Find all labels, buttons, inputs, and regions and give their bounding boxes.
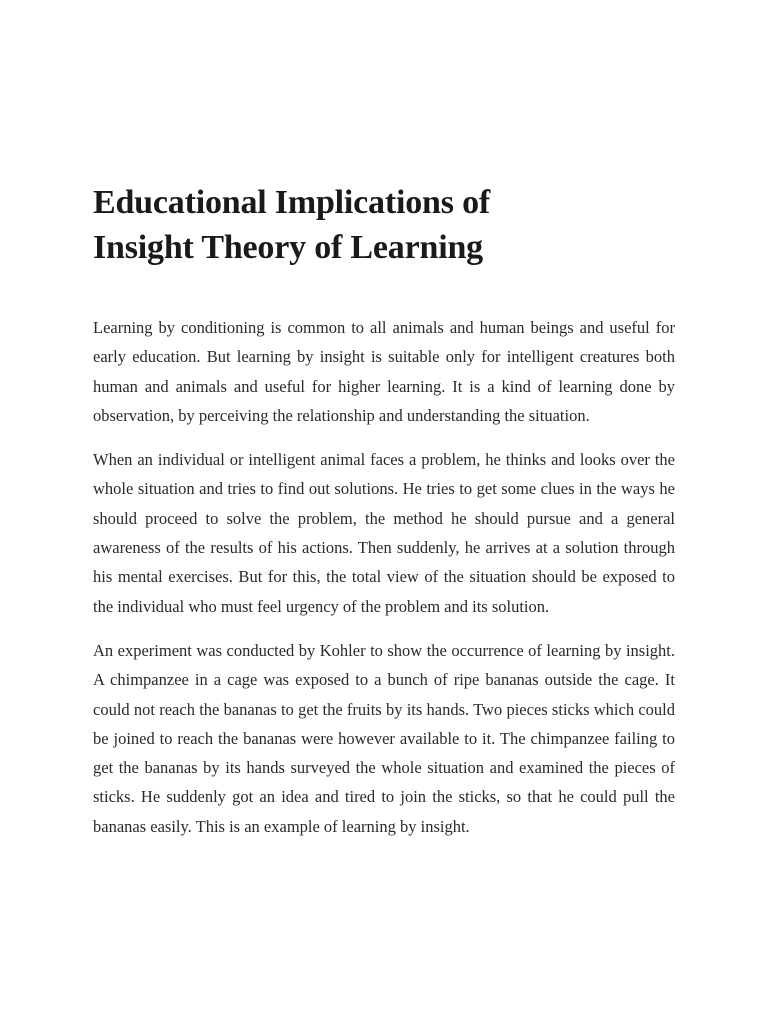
- paragraph-1: Learning by conditioning is common to all animals and human beings and useful for early education. But learning by insight is suitable only for intelligent creatures both human and animals and useful for higher learning. It is a kind of learning done by observation, by perceiving the relationship and understanding the situation.: [93, 318, 675, 425]
- title-line-2: Insight Theory of Learning: [93, 229, 483, 266]
- paragraph-3: An experiment was conducted by Kohler to show the occurrence of learning by insight. A chimpanzee in a cage was exposed to a bunch of ripe bananas outside the cage. It could not reach the bananas to get the fruits by its hands. Two pieces sticks which could be joined to reach the bananas were however available to it. The chimpanzee failing to get the bananas by its hands surveyed the whole situation and examined the pieces of sticks. He suddenly got an idea and tired to join the sticks, so that he could pull the bananas easily. This is an example of learning by insight.: [93, 640, 675, 836]
- title-line-1: Educational Implications of: [93, 184, 490, 221]
- page-title: [93, 180, 675, 270]
- paragraph-2: When an individual or intelligent animal faces a problem, he thinks and looks over the whole situation and tries to find out solutions. He tries to get some clues in the ways he should proceed to solve the problem, the method he should pursue and a general awareness of the results of his actions. Then suddenly, he arrives at a solution through his mental exercises. But for this, the total view of the situation should be exposed to the individual who must feel urgency of the problem and its solution.: [93, 450, 675, 616]
- article-body: [93, 180, 675, 856]
